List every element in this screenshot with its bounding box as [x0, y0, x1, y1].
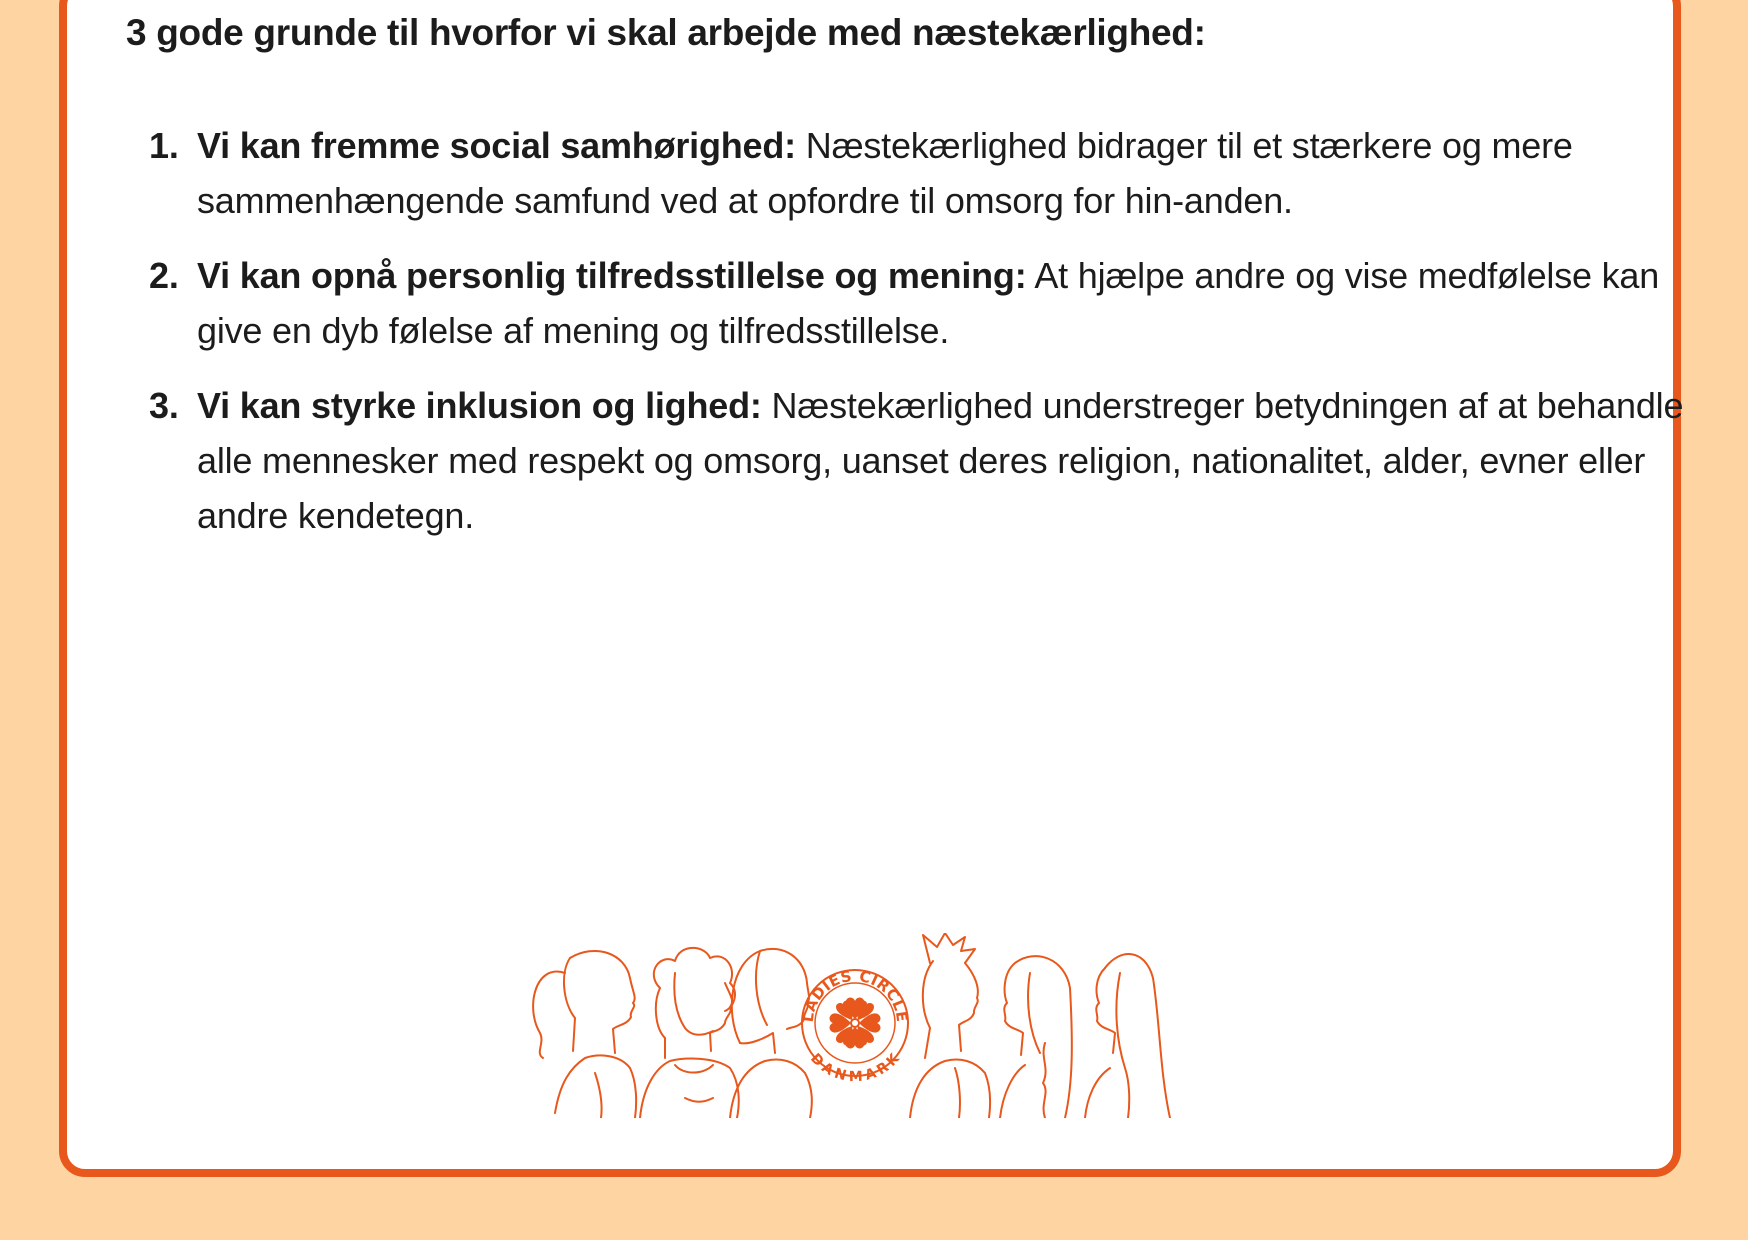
woman-long-hair-icon [1085, 954, 1170, 1118]
reason-number: 3. [149, 385, 179, 426]
reason-number: 2. [149, 255, 179, 296]
reason-lead: Vi kan fremme social samhørighed: [197, 125, 796, 166]
page-heading: 3 gode grunde til hvorfor vi skal arbejde med næstekærlighed: [126, 12, 1206, 53]
reason-lead: Vi kan opnå personlig tilfredsstillelse og mening: [197, 255, 1027, 296]
reason-number: 1. [149, 125, 179, 166]
reason-body: Næstekærlighed bidrager til et stærkere og mere sammenhængende samfund ved at opfordre til omsorg for hin-anden. [197, 125, 1573, 221]
reason-body: At hjælpe andre og vise medfølelse kan give en dyb følelse af mening og tilfredsstillelse. [197, 255, 1660, 351]
reason-item [149, 378, 1709, 543]
woman-ponytail-icon [533, 951, 636, 1118]
woman-curly-hair-icon [640, 948, 739, 1118]
ladies-circle-seal-icon [799, 967, 911, 1085]
seal-bottom-text: DANMARK [807, 1050, 904, 1086]
svg-text:DANMARK [807, 1050, 903, 1085]
reason-body: Næstekærlighed understreger betydningen af at behandle alle mennesker med respekt og omsorg, uanset deres religion, nationalitet, alder, evner eller andre kendetegn. [197, 385, 1684, 536]
woman-bob-hair-icon [730, 949, 812, 1118]
woman-crown-icon [910, 933, 990, 1118]
reason-item [149, 248, 1709, 358]
reason-lead: Vi kan styrke inklusion og lighed: [197, 385, 762, 426]
reasons-list [149, 118, 1709, 563]
reason-item [149, 118, 1709, 228]
women-silhouettes-illustration [525, 933, 1305, 1118]
woman-braid-icon [1000, 956, 1072, 1118]
content-card [59, 0, 1684, 1177]
seal-top-text: LADIES CIRCLE [798, 966, 912, 1024]
